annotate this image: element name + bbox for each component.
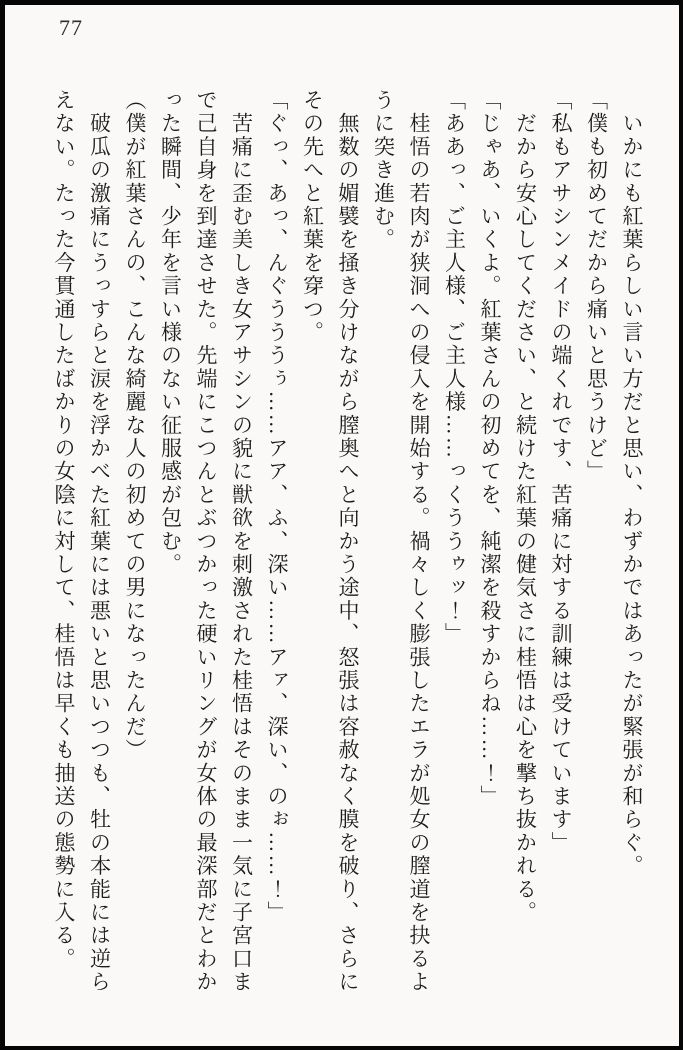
book-page <box>5 5 679 1046</box>
paragraph: 「私もアサシンメイドの端くれです、苦痛に対する訓練は受けています」 <box>549 89 573 855</box>
paragraph: 「僕も初めてだから痛いと思うけど」 <box>584 89 609 484</box>
paragraph: 「ぐっ、あっ、んぐうううぅ……アア、ふ、深い……アァ、深い、のぉ……！」 <box>265 89 289 925</box>
page-number: 77 <box>59 15 83 40</box>
paragraph: 桂悟の若肉が狭洞への侵入を開始する。禍々しく膨張したエラが処女の膣道を抉るように突き進む。 <box>371 89 431 994</box>
paragraph: 無数の媚襞を掻き分けながら膣奥へと向かう途中、怒張は容赦なく膜を破り、さらにその先へと紅葉を穿つ。 <box>300 89 360 994</box>
paragraph: だから安心してください、と続けた紅葉の健気さに桂悟は心を撃ち抜かれる。 <box>513 89 538 925</box>
paragraph: いかにも紅葉らしい言い方だと思い、わずかではあったが緊張が和らぐ。 <box>620 89 644 878</box>
paragraph: （僕が紅葉さんの、こんな綺麗な人の初めての男になったんだ） <box>123 89 147 762</box>
text-body <box>27 89 649 1011</box>
paragraph: 「ああっ、ご主人様、ご主人様……っくううゥッ！」 <box>442 89 467 646</box>
paragraph: 苦痛に歪む美しき女アサシンの貌に獣欲を刺激された桂悟はそのまま一気に子宮口まで己自身を到達させた。先端にこつんとぶつかった硬いリングが女体の最深部だとわかった瞬間、少年を言い様のない征服感が包む。 <box>158 89 254 994</box>
paragraph: 「じゃあ、いくよ。紅葉さんの初めてを、純潔を殺すからね……！」 <box>478 89 502 809</box>
paragraph: 破瓜の激痛にうっすらと涙を浮かべた紅葉には悪いと思いつつも、牡の本能には逆らえない。たった今貫通したばかりの女陰に対して、桂悟は早くも抽送の態勢に入る。 <box>52 89 112 994</box>
